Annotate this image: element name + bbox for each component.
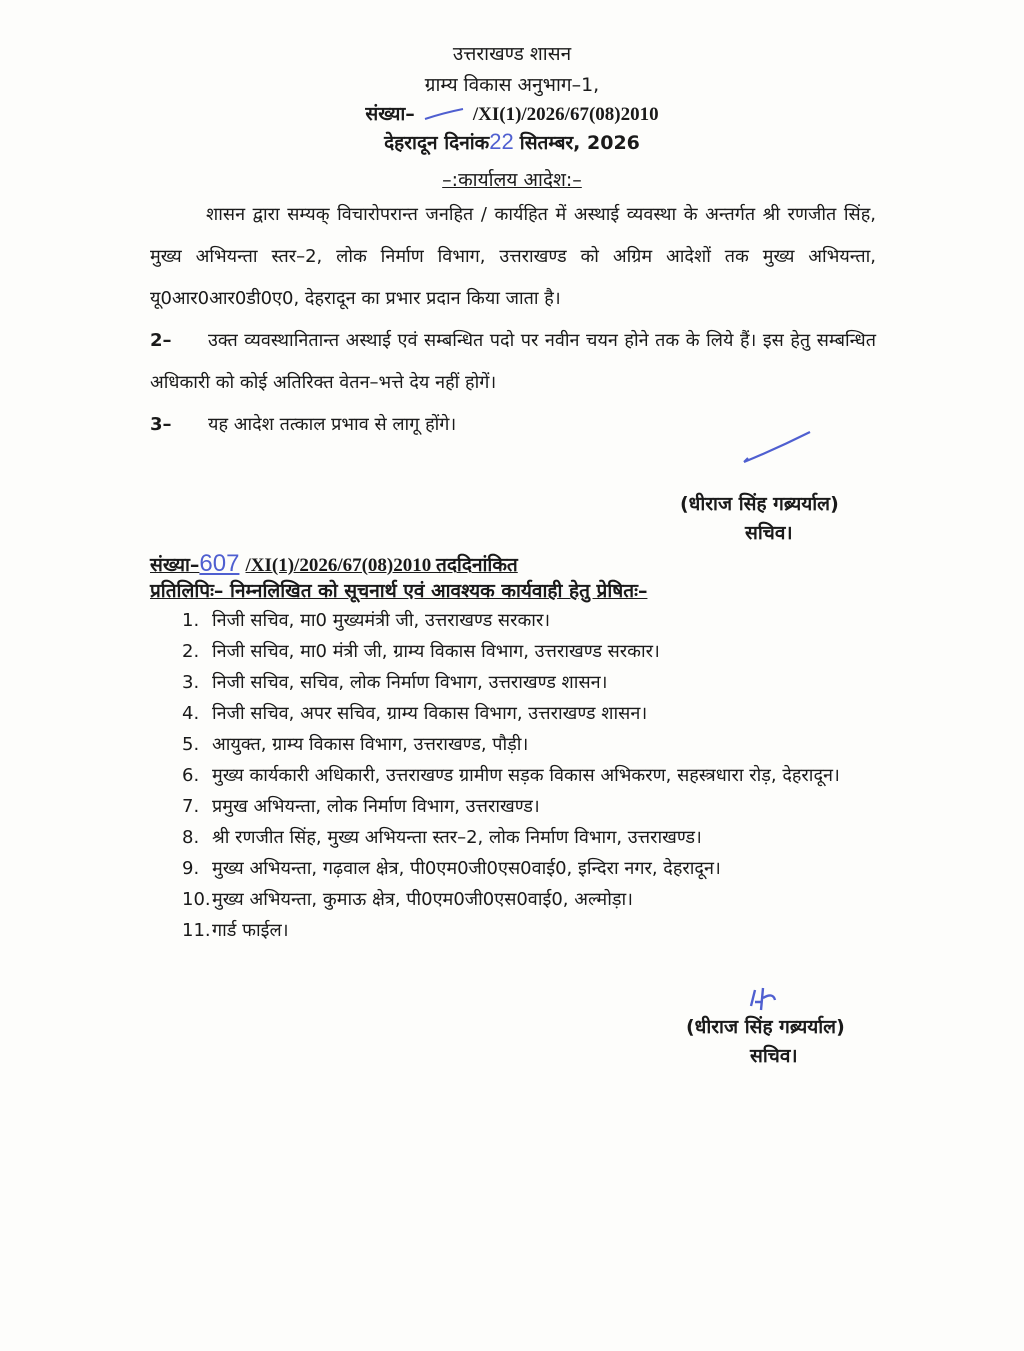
handwritten-dash-icon: [421, 107, 467, 123]
list-item-text: निजी सचिव, मा0 मुख्यमंत्री जी, उत्तराखण्ड सरकार।: [212, 610, 551, 631]
list-item-number: 1.: [182, 610, 200, 631]
list-item: [182, 760, 882, 791]
list-item: [182, 853, 882, 884]
list-item: [182, 667, 882, 698]
paragraph-2-text: उक्त व्यवस्थानितान्त अस्थाई एवं सम्बन्धित पदो पर नवीन चयन होने तक के लिये हैं। इस हेतु सम्बन्धित अधिकारी को कोई अतिरिक्त वेतन–भत्ते देय नहीं होगें।: [150, 330, 876, 393]
list-item-number: 7.: [182, 796, 200, 817]
list-item-text: मुख्य कार्यकारी अधिकारी, उत्तराखण्ड ग्रामीण सड़क विकास अभिकरण, सहस्त्रधारा रोड़, देहरादून।: [212, 765, 840, 786]
list-item-number: 8.: [182, 827, 200, 848]
list-item-number: 4.: [182, 703, 200, 724]
paragraph-1-text: शासन द्वारा सम्यक् विचारोपरान्त जनहित / कार्यहित में अस्थाई व्यवस्था के अन्तर्गत श्री रणजीत सिंह, मुख्य अभियन्ता स्तर–2, लोक निर्माण विभाग, उत्तराखण्ड को अग्रिम आदेशों तक मुख्य अभियन्ता, यू0आर0आर0डी0ए0, देहरादून का प्रभार प्रदान किया जाता है।: [150, 204, 876, 309]
list-item-text: मुख्य अभियन्ता, गढ़वाल क्षेत्र, पी0एम0जी0एस0वाई0, इन्दिरा नगर, देहरादून।: [212, 858, 721, 879]
list-item-text: निजी सचिव, अपर सचिव, ग्राम्य विकास विभाग, उत्तराखण्ड शासन।: [212, 703, 648, 724]
list-item-number: 5.: [182, 734, 200, 755]
list-item-number: 3.: [182, 672, 200, 693]
list-item: [182, 822, 882, 853]
copy-reference-number: [150, 550, 518, 578]
list-item: [182, 698, 882, 729]
list-item: [182, 915, 882, 946]
list-item-number: 10.: [182, 889, 211, 910]
list-item-number: 9.: [182, 858, 200, 879]
date-prefix: देहरादून दिनांक: [384, 132, 490, 154]
list-item: [182, 605, 882, 636]
paragraph-2-number: 2–: [150, 330, 172, 351]
list-item-number: 11.: [182, 920, 211, 941]
signatory-name-2: (धीराज सिंह गब्र्यर्याल): [686, 1016, 845, 1038]
reference-prefix: संख्या–: [365, 103, 415, 125]
copy-reference-code: /XI(1)/2026/67(08)2010 तददिनांकित: [245, 555, 518, 576]
list-item: [182, 884, 882, 915]
paragraph-1: [150, 194, 876, 320]
paragraph-3-text: यह आदेश तत्काल प्रभाव से लागू होंगे।: [208, 414, 457, 435]
list-item-text: आयुक्त, ग्राम्य विकास विभाग, उत्तराखण्ड, पौड़ी।: [212, 734, 529, 755]
office-name: उत्तराखण्ड शासन: [452, 43, 572, 65]
list-item-text: श्री रणजीत सिंह, मुख्य अभियन्ता स्तर–2, लोक निर्माण विभाग, उत्तराखण्ड।: [212, 827, 702, 848]
signatory-title-2: सचिव।: [750, 1045, 798, 1067]
list-item-text: प्रमुख अभियन्ता, लोक निर्माण विभाग, उत्तराखण्ड।: [212, 796, 540, 817]
list-item-number: 2.: [182, 641, 200, 662]
paragraph-2: [150, 320, 876, 404]
order-date: [0, 129, 1024, 155]
list-item-text: गार्ड फाईल।: [212, 920, 289, 941]
signatory-title-1: सचिव।: [745, 522, 793, 544]
list-item: [182, 636, 882, 667]
list-item: [182, 791, 882, 822]
reference-number: [0, 100, 1024, 126]
date-suffix: सितम्बर, 2026: [519, 132, 640, 154]
list-item-number: 6.: [182, 765, 200, 786]
date-day-handwritten: 22: [489, 129, 514, 154]
reference-code: /XI(1)/2026/67(08)2010: [472, 104, 659, 125]
signatory-name-1: (धीराज सिंह गब्र्यर्याल): [680, 493, 839, 515]
signature-mark-icon: [740, 428, 816, 468]
section-name: ग्राम्य विकास अनुभाग–1,: [424, 74, 600, 96]
copy-recipient-list: [182, 605, 882, 946]
list-item-text: मुख्य अभियन्ता, कुमाऊ क्षेत्र, पी0एम0जी0एस0वाई0, अल्मोड़ा।: [212, 889, 633, 910]
list-item-text: निजी सचिव, सचिव, लोक निर्माण विभाग, उत्तराखण्ड शासन।: [212, 672, 608, 693]
copy-number-handwritten: 607: [199, 550, 240, 577]
copy-heading: प्रतिलिपिः– निम्नलिखित को सूचनार्थ एवं आवश्यक कार्यवाही हेतु प्रेषितः–: [150, 580, 648, 602]
list-item: [182, 729, 882, 760]
order-title: –:कार्यालय आदेश:–: [442, 169, 582, 191]
list-item-text: निजी सचिव, मा0 मंत्री जी, ग्राम्य विकास विभाग, उत्तराखण्ड सरकार।: [212, 641, 660, 662]
copy-reference-prefix: संख्या–: [150, 554, 200, 576]
paragraph-3-number: 3–: [150, 414, 172, 435]
